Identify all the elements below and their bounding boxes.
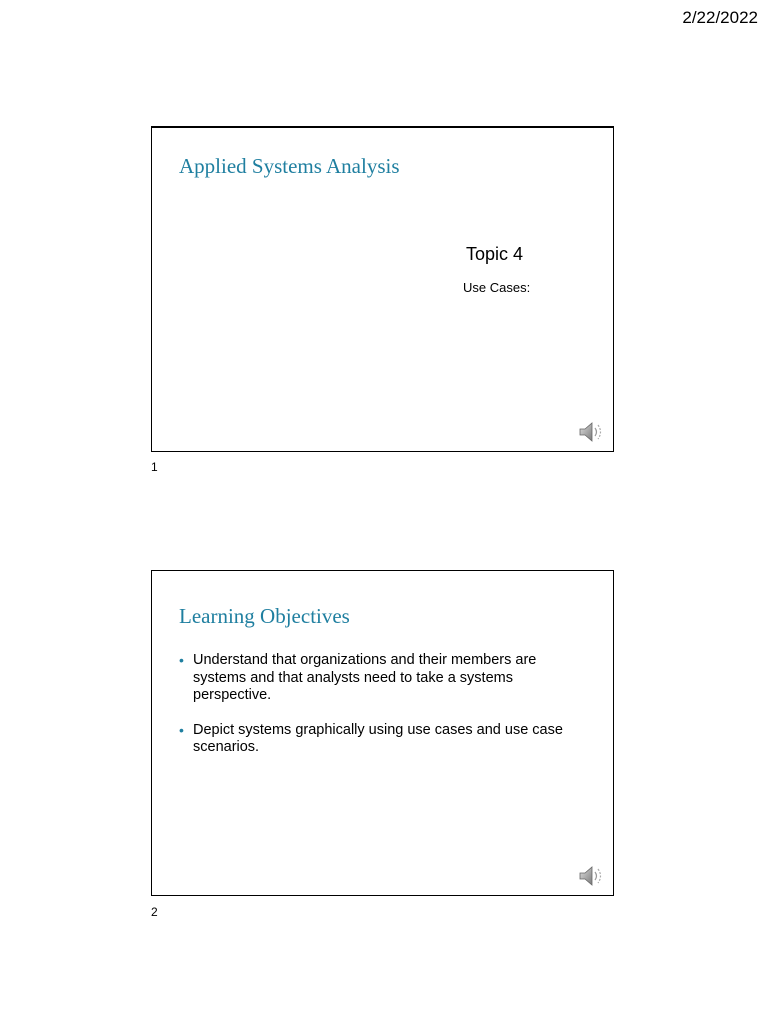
bullet-text: Depict systems graphically using use cases and use case scenarios. <box>193 721 563 755</box>
slide-number: 1 <box>151 460 158 474</box>
slide-title: Learning Objectives <box>179 604 350 628</box>
bullet-item <box>179 722 579 757</box>
slide-title: Applied Systems Analysis <box>179 154 400 178</box>
page-date: 2/22/2022 <box>682 8 758 27</box>
speaker-icon[interactable] <box>578 420 606 444</box>
bullet-icon: • <box>179 652 184 668</box>
slide-2 <box>151 570 614 896</box>
slide-number: 2 <box>151 905 158 919</box>
topic-heading: Topic 4 <box>466 244 524 264</box>
bullet-item <box>179 652 579 705</box>
bullet-list <box>179 652 579 774</box>
bullet-text: Understand that organizations and their members are systems and that analysts need to take a systems perspective. <box>193 652 537 703</box>
speaker-icon[interactable] <box>578 864 606 888</box>
topic-subtitle: Use Cases: <box>463 280 531 295</box>
bullet-icon: • <box>179 721 184 738</box>
slide-1 <box>151 126 614 452</box>
